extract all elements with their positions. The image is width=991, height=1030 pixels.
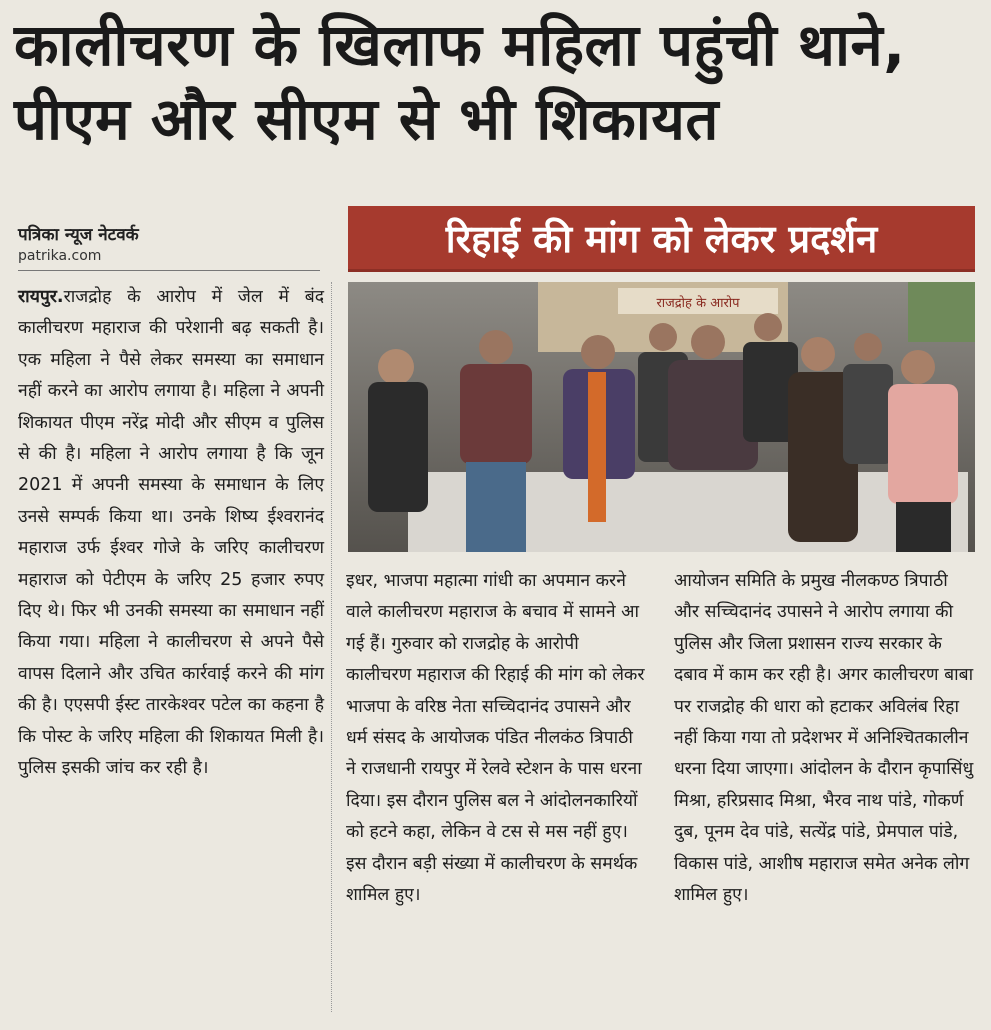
- article-column-1: [18, 282, 324, 785]
- protest-photo: [348, 282, 975, 552]
- protest-photo-illustration: [348, 282, 975, 552]
- banner-sign-text: राजद्रोह के आरोप: [656, 296, 740, 311]
- byline-divider: [18, 270, 320, 271]
- article-column-2: इधर, भाजपा महात्मा गांधी का अपमान करने वाले कालीचरण महाराज के बचाव में सामने आ गई हैं। गुरुवार को राजद्रोह के आरोपी कालीचरण महाराज की रिहाई की मांग को लेकर भाजपा के वरिष्ठ नेता सच्चिदानंद उपासने और धर्म संसद के आयोजक पंडित नीलकंठ त्रिपाठी ने राजधानी रायपुर में रेलवे स्टेशन के पास धरना दिया। इस दौरान पुलिस बल ने आंदोलनकारियों को हटने कहा, लेकिन वे टस से मस नहीं हुए। इस दौरान बड़ी संख्या में कालीचरण के समर्थक शामिल हुए।: [346, 571, 645, 906]
- column-divider: [331, 282, 332, 1012]
- headline: कालीचरण के खिलाफ महिला पहुंची थाने, पीएम और सीएम से भी शिकायत: [14, 11, 906, 153]
- dateline-place: रायपुर.: [18, 287, 64, 307]
- byline-name: पत्रिका न्यूज नेटवर्क: [18, 225, 139, 245]
- section-banner: रिहाई की मांग को लेकर प्रदर्शन: [348, 206, 975, 272]
- article-column-1-text: राजद्रोह के आरोप में जेल में बंद कालीचरण महाराज की परेशानी बढ़ सकती है। एक महिला ने पैसे लेकर समस्या का समाधान नहीं करने का आरोप लगाया है। महिला ने अपनी शिकायत पीएम नरेंद्र मोदी और सीएम व पुलिस से की है। महिला ने आरोप लगाया है कि जून 2021 में अपनी समस्या के समाधान के लिए उनसे सम्पर्क किया था। उनके शिष्य ईश्वरानंद महाराज उर्फ ईश्वर गोजे के जरिए कालीचरण महाराज को पेटीएम के जरिए 25 हजार रुपए दिए थे। फिर भी उनकी समस्या का समाधान नहीं किया गया। महिला ने कालीचरण से अपने पैसे वापस दिलाने और उचित कार्रवाई करने की मांग की है। एएसपी ईस्ट तारकेश्वर पटेल का कहना है कि पोस्ट के जरिए महिला की शिकायत मिली है। पुलिस इसकी जांच कर रही है।: [18, 287, 324, 779]
- byline-site: patrika.com: [18, 248, 102, 264]
- article-column-3: आयोजन समिति के प्रमुख नीलकण्ठ त्रिपाठी और सच्चिदानंद उपासने ने आरोप लगाया की पुलिस और जिला प्रशासन राज्य सरकार के दबाव में काम कर रही है। अगर कालीचरण बाबा पर राजद्रोह की धारा को हटाकर अविलंब रिहा नहीं किया गया तो प्रदेशभर में अनिश्चितकालीन धरना दिया जाएगा। आंदोलन के दौरान कृपासिंधु मिश्रा, हरिप्रसाद मिश्रा, भैरव नाथ पांडे, गोकर्ण दुब, पूनम देव पांडे, सत्येंद्र पांडे, प्रेमपाल पांडे, विकास पांडे, आशीष महाराज समेत अनेक लोग शामिल हुए।: [674, 571, 974, 906]
